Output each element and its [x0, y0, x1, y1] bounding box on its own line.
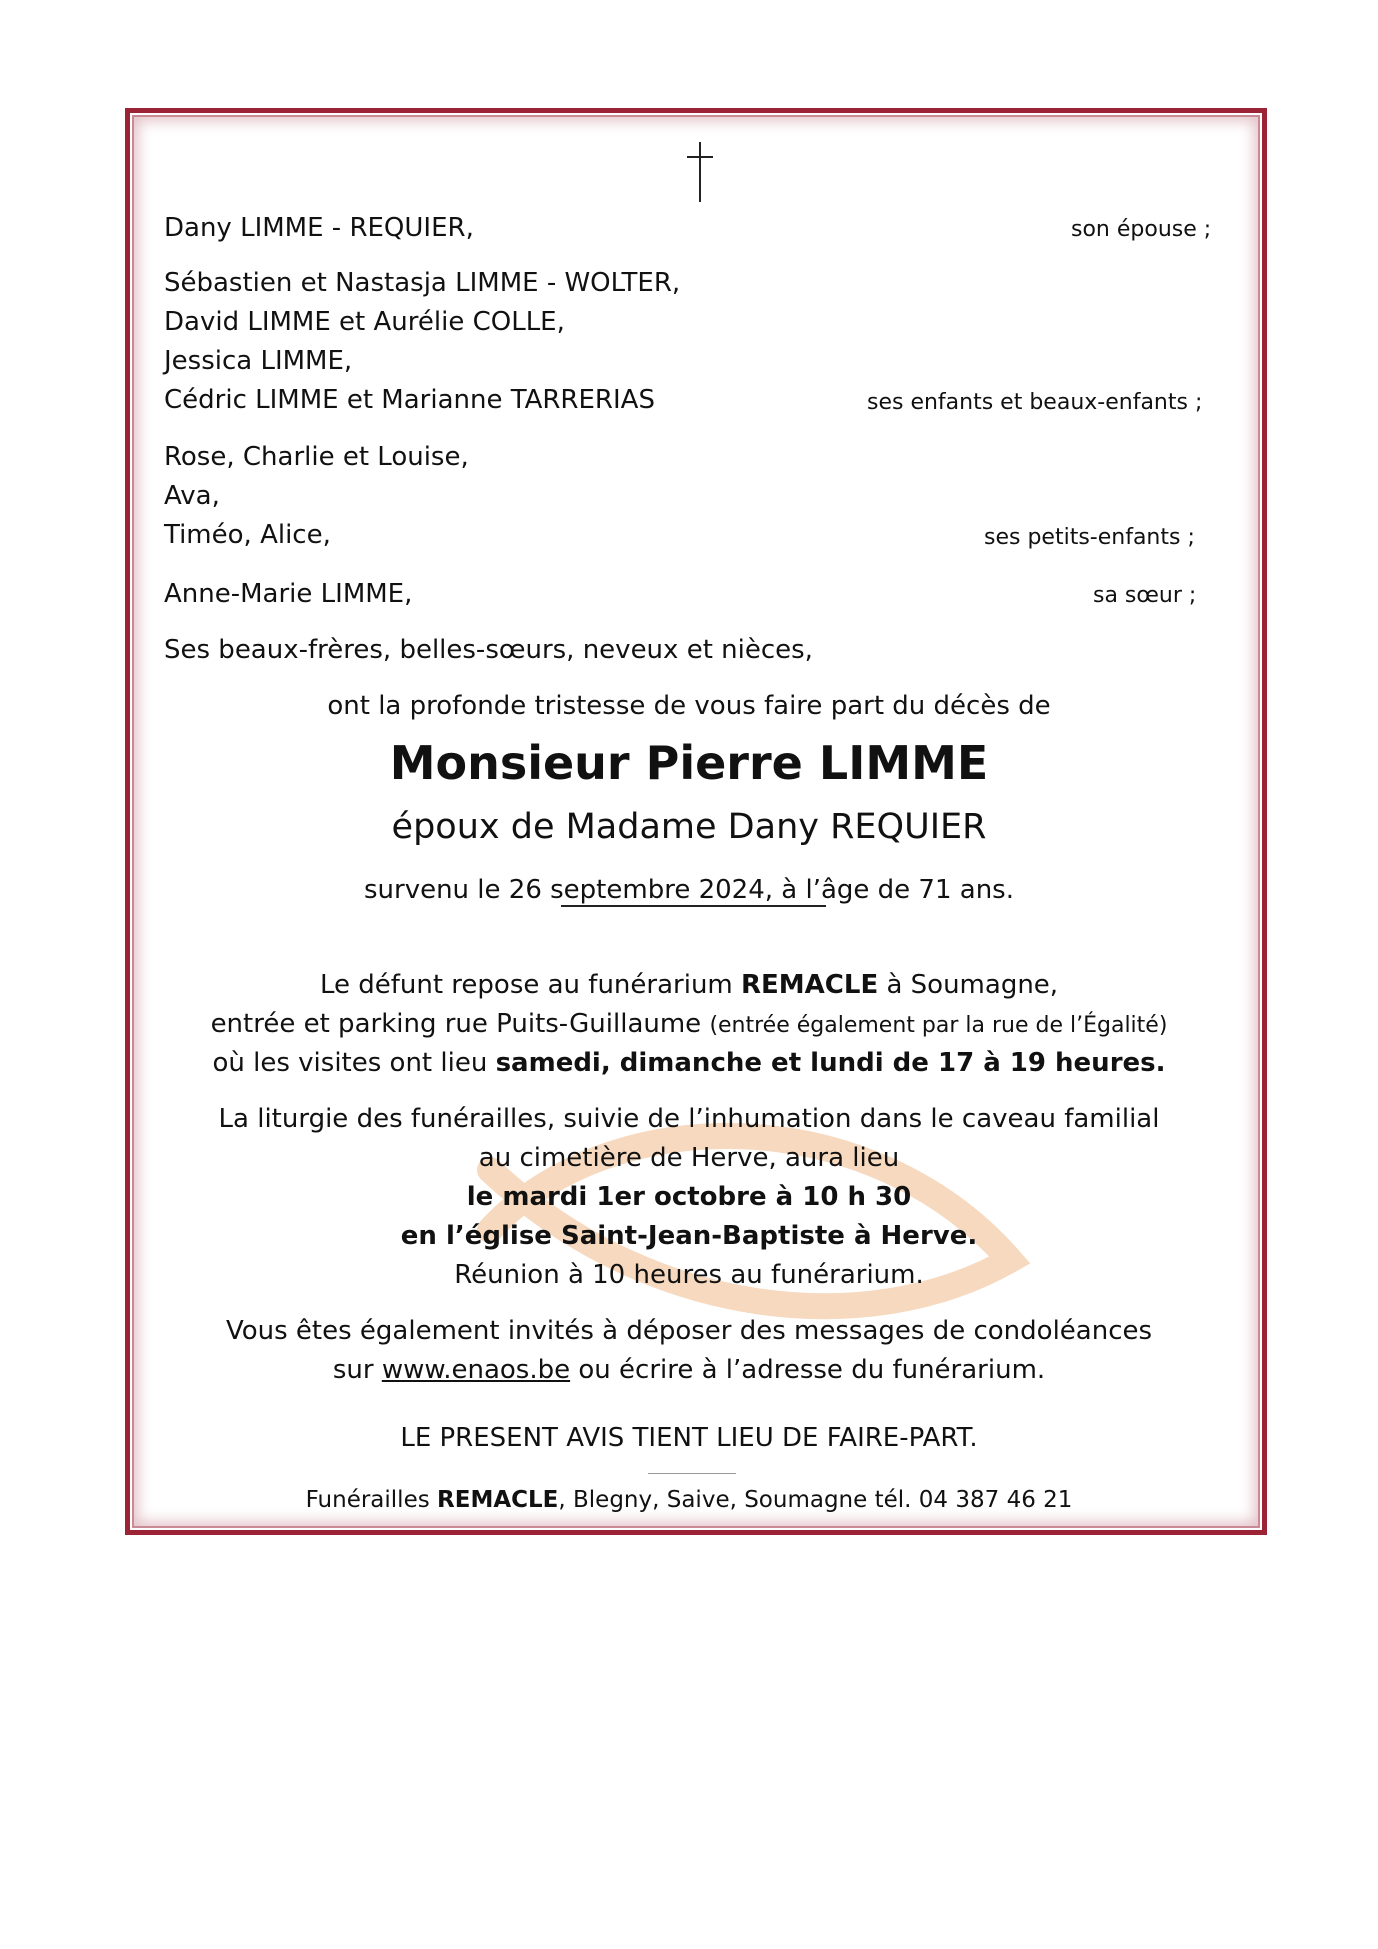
- separator: [648, 1473, 736, 1474]
- spouse-name: Dany LIMME - REQUIER,: [164, 213, 474, 243]
- footer: Funérailles REMACLE, Blegny, Saive, Soumagne tél. 04 387 46 21: [305, 1487, 1073, 1513]
- notice: LE PRESENT AVIS TIENT LIEU DE FAIRE-PART.: [400, 1423, 978, 1453]
- funeral-place: en l’église Saint-Jean-Baptiste à Herve.: [400, 1221, 978, 1251]
- death-date: survenu le 26 septembre 2024, à l’âge de 71 ans.: [363, 875, 1014, 905]
- deceased-name: Monsieur Pierre LIMME: [389, 736, 989, 790]
- child-line: David LIMME et Aurélie COLLE,: [164, 307, 565, 337]
- visitation-line-2: entrée et parking rue Puits-Guillaume (entrée également par la rue de l’Égalité): [210, 1009, 1168, 1039]
- children-role: ses enfants et beaux-enfants ;: [867, 390, 1203, 415]
- condolences-line-2: sur www.enaos.be ou écrire à l’adresse du funérarium.: [332, 1355, 1046, 1385]
- child-line: Cédric LIMME et Marianne TARRERIAS: [164, 385, 655, 415]
- spouse-of: époux de Madame Dany REQUIER: [391, 807, 987, 847]
- child-line: Sébastien et Nastasja LIMME - WOLTER,: [164, 268, 681, 298]
- condolences-line-1: Vous êtes également invités à déposer des messages de condoléances: [225, 1316, 1153, 1346]
- other-relatives: Ses beaux-frères, belles-sœurs, neveux et nièces,: [164, 635, 813, 665]
- cross-icon: [683, 140, 717, 204]
- grandchild-line: Ava,: [164, 481, 220, 511]
- website-link[interactable]: www.enaos.be: [381, 1355, 571, 1385]
- visitation-line-3: où les visites ont lieu samedi, dimanche et lundi de 17 à 19 heures.: [212, 1048, 1166, 1078]
- funeral-line-1: La liturgie des funérailles, suivie de l’inhumation dans le caveau familial: [218, 1104, 1160, 1134]
- separator: [561, 905, 826, 907]
- funeral-meeting: Réunion à 10 heures au funérarium.: [454, 1260, 924, 1290]
- child-line: Jessica LIMME,: [164, 346, 353, 376]
- sister-name: Anne-Marie LIMME,: [164, 579, 413, 609]
- visitation-line-1: Le défunt repose au funérarium REMACLE à Soumagne,: [319, 970, 1059, 1000]
- grandchildren-role: ses petits-enfants ;: [984, 525, 1195, 550]
- visiting-hours: samedi, dimanche et lundi de 17 à 19 heures.: [495, 1048, 1166, 1078]
- spouse-role: son épouse ;: [1071, 217, 1212, 242]
- sister-role: sa sœur ;: [1093, 583, 1197, 608]
- grandchild-line: Rose, Charlie et Louise,: [164, 442, 469, 472]
- grandchild-line: Timéo, Alice,: [164, 520, 331, 550]
- funeral-date: le mardi 1er octobre à 10 h 30: [466, 1182, 912, 1212]
- funeral-home-name: REMACLE: [741, 970, 879, 1000]
- announcement-intro: ont la profonde tristesse de vous faire part du décès de: [327, 691, 1051, 721]
- funeral-line-2: au cimetière de Herve, aura lieu: [478, 1143, 900, 1173]
